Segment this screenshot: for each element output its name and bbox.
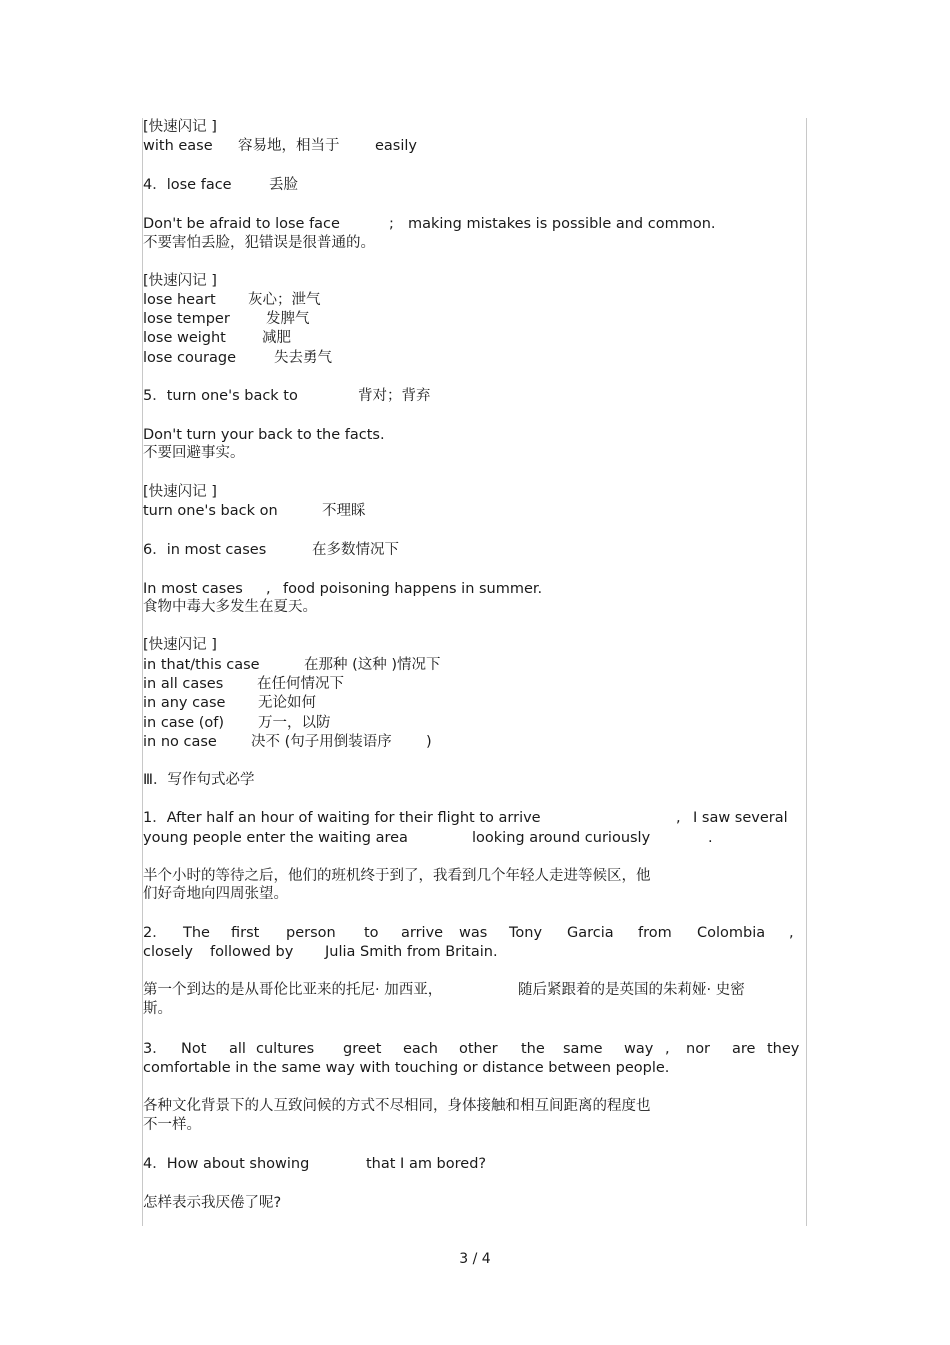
text-line-33-seg-9: way xyxy=(624,1041,654,1057)
text-line-3-seg-0: Don't be afraid to lose face xyxy=(143,216,340,232)
text-line-32-seg-0: 斯。 xyxy=(143,1001,172,1017)
text-line-33-seg-12: are xyxy=(732,1041,756,1057)
text-line-22-seg-1: 万一，以防 xyxy=(258,715,331,731)
text-line-23-seg-1: 决不 (句子用倒装语序 xyxy=(251,734,392,750)
text-line-16-seg-2: food poisoning happens in summer. xyxy=(283,581,543,597)
text-line-31-seg-1: 随后紧跟着的是英国的朱莉娅· 史密 xyxy=(518,982,745,998)
text-line-3-seg-2: making mistakes is possible and common. xyxy=(408,216,716,232)
text-line-21-seg-1: 无论如何 xyxy=(258,695,316,711)
text-line-9-seg-0: lose courage xyxy=(143,350,236,366)
text-line-16-seg-1: , xyxy=(266,581,271,597)
text-line-29-seg-0: 2． xyxy=(143,925,167,941)
text-line-33-seg-6: other xyxy=(459,1041,498,1057)
text-line-26-seg-2: . xyxy=(708,830,713,846)
text-line-23-seg-0: in no case xyxy=(143,734,217,750)
page-right-border xyxy=(806,118,807,1226)
text-line-8-seg-0: lose weight xyxy=(143,330,226,346)
text-line-33-seg-11: nor xyxy=(686,1041,711,1057)
text-line-5-seg-0: [快速闪记 ] xyxy=(143,273,217,289)
text-line-38-seg-0: 怎样表示我厌倦了呢? xyxy=(143,1195,282,1211)
text-line-29-seg-4: to xyxy=(364,925,379,941)
text-line-36-seg-0: 不一样。 xyxy=(143,1117,201,1133)
text-line-33-seg-4: greet xyxy=(343,1041,382,1057)
text-line-33-seg-0: 3． xyxy=(143,1041,167,1057)
text-line-16-seg-0: In most cases xyxy=(143,581,243,597)
text-line-29-seg-11: , xyxy=(789,925,794,941)
text-line-2-seg-1: 丢脸 xyxy=(269,177,298,193)
text-line-29-seg-8: Garcia xyxy=(567,925,614,941)
text-line-29-seg-5: arrive xyxy=(401,925,444,941)
text-line-33-seg-7: the xyxy=(521,1041,545,1057)
text-line-33-seg-1: Not xyxy=(181,1041,207,1057)
text-line-10-seg-0: 5．turn one's back to xyxy=(143,388,298,404)
text-line-2-seg-0: 4．lose face xyxy=(143,177,232,193)
text-line-22-seg-0: in case (of) xyxy=(143,715,225,731)
text-line-11-seg-0: Don't turn your back to the facts. xyxy=(143,427,385,443)
text-line-15-seg-0: 6．in most cases xyxy=(143,542,267,558)
text-line-15-seg-1: 在多数情况下 xyxy=(312,542,399,558)
text-line-30-seg-0: closely xyxy=(143,944,193,960)
text-line-12-seg-0: 不要回避事实。 xyxy=(143,445,245,461)
text-line-33-seg-10: , xyxy=(665,1041,670,1057)
text-line-29-seg-1: The xyxy=(183,925,210,941)
text-line-26-seg-0: young people enter the waiting area xyxy=(143,830,408,846)
text-line-20-seg-1: 在任何情况下 xyxy=(257,676,344,692)
text-line-29-seg-2: first xyxy=(231,925,260,941)
text-line-29-seg-9: from xyxy=(638,925,672,941)
text-line-9-seg-1: 失去勇气 xyxy=(274,350,332,366)
text-line-25-seg-2: I saw several xyxy=(693,810,788,826)
page-number: 3 / 4 xyxy=(459,1251,491,1267)
text-line-21-seg-0: in any case xyxy=(143,695,226,711)
text-line-33-seg-13: they xyxy=(767,1041,800,1057)
text-line-4-seg-0: 不要害怕丢脸，犯错误是很普通的。 xyxy=(143,235,375,251)
text-line-35-seg-0: 各种文化背景下的人互致问候的方式不尽相同，身体接触和相互间距离的程度也 xyxy=(143,1098,651,1114)
text-line-37-seg-0: 4．How about showing xyxy=(143,1156,310,1172)
text-line-19-seg-0: in that/this case xyxy=(143,657,260,673)
text-line-26-seg-1: looking around curiously xyxy=(472,830,651,846)
text-line-25-seg-0: 1．After half an hour of waiting for their flight to arrive xyxy=(143,810,541,826)
text-line-30-seg-1: followed by xyxy=(210,944,294,960)
text-line-33-seg-3: cultures xyxy=(256,1041,315,1057)
text-line-29-seg-10: Colombia xyxy=(697,925,766,941)
text-line-25-seg-1: , xyxy=(676,810,681,826)
text-line-18-seg-0: [快速闪记 ] xyxy=(143,637,217,653)
text-line-13-seg-0: [快速闪记 ] xyxy=(143,484,217,500)
text-line-37-seg-1: that I am bored? xyxy=(366,1156,487,1172)
text-line-30-seg-2: Julia Smith from Britain. xyxy=(325,944,498,960)
text-line-14-seg-0: turn one's back on xyxy=(143,503,278,519)
text-line-33-seg-8: same xyxy=(563,1041,603,1057)
text-line-8-seg-1: 减肥 xyxy=(262,330,291,346)
text-line-7-seg-0: lose temper xyxy=(143,311,230,327)
text-line-34-seg-0: comfortable in the same way with touching or distance between people. xyxy=(143,1060,670,1076)
text-line-7-seg-1: 发脾气 xyxy=(266,311,310,327)
text-line-3-seg-1: ; xyxy=(389,216,394,232)
text-line-29-seg-6: was xyxy=(459,925,488,941)
text-line-23-seg-2: ) xyxy=(426,734,432,750)
text-line-28-seg-0: 们好奇地向四周张望。 xyxy=(143,886,288,902)
text-line-24-seg-0: Ⅲ．写作句式必学 xyxy=(143,772,255,788)
text-line-33-seg-5: each xyxy=(403,1041,438,1057)
text-line-29-seg-3: person xyxy=(286,925,336,941)
text-line-0-seg-0: [快速闪记 ] xyxy=(143,119,217,135)
text-line-20-seg-0: in all cases xyxy=(143,676,224,692)
text-line-33-seg-2: all xyxy=(229,1041,246,1057)
text-line-1-seg-2: easily xyxy=(375,138,417,154)
text-line-10-seg-1: 背对；背弃 xyxy=(358,388,431,404)
text-line-6-seg-1: 灰心；泄气 xyxy=(248,292,321,308)
text-line-14-seg-1: 不理睬 xyxy=(322,503,366,519)
text-line-1-seg-1: 容易地，相当于 xyxy=(238,138,340,154)
text-line-1-seg-0: with ease xyxy=(143,138,213,154)
text-line-31-seg-0: 第一个到达的是从哥伦比亚来的托尼· 加西亚， xyxy=(143,982,443,998)
text-line-29-seg-7: Tony xyxy=(509,925,543,941)
text-line-17-seg-0: 食物中毒大多发生在夏天。 xyxy=(143,599,317,615)
text-line-27-seg-0: 半个小时的等待之后，他们的班机终于到了，我看到几个年轻人走进等候区，他 xyxy=(143,868,651,884)
text-line-19-seg-1: 在那种 (这种 )情况下 xyxy=(304,657,441,673)
text-line-6-seg-0: lose heart xyxy=(143,292,216,308)
